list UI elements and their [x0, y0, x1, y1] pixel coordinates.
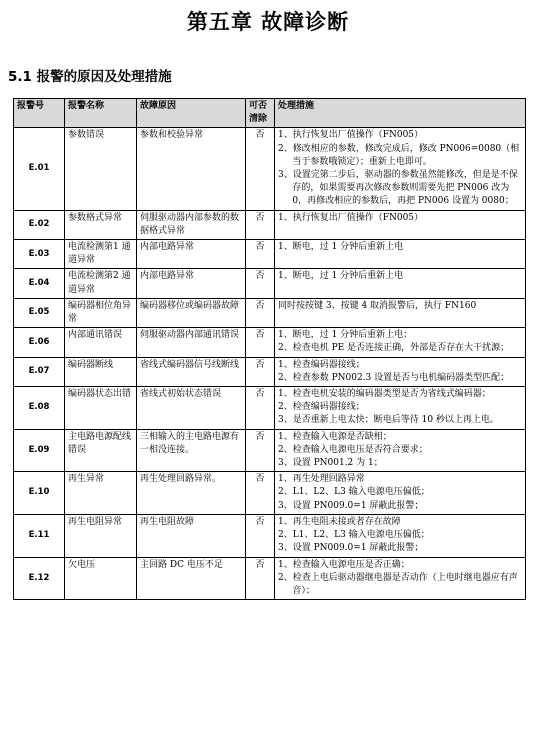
alarm-name: 内部通讯错误 [65, 328, 137, 357]
measure-line: 2、修改相应的参数，修改完成后，修改 PN006=0080（相当于参数哦锁定）；重新上电即可。 [278, 143, 520, 167]
measure-line: 2、检查上电后驱动器继电器是否动作（上电时继电器应有声音）； [278, 572, 518, 596]
fault-cause: 再生电阻故障 [137, 514, 246, 557]
clearable-flag: 否 [246, 269, 275, 298]
clearable-flag: 否 [246, 298, 275, 327]
measure-line: 2、检查编码器接线； [278, 402, 365, 413]
header-clearable: 可否清除 [246, 99, 275, 128]
alarm-name: 再生电阻异常 [65, 514, 137, 557]
alarm-code: E.01 [14, 128, 65, 210]
alarm-code: E.11 [14, 514, 65, 557]
clearable-flag: 否 [246, 328, 275, 357]
chapter-title: 第五章 故障诊断 [186, 10, 350, 34]
table-row [14, 514, 526, 557]
alarm-name: 编码器相位角异常 [65, 298, 137, 327]
measure-line: 1、检查输入电源电压是否正确； [278, 559, 410, 570]
handling-measures [275, 269, 526, 298]
header-cause: 故障原因 [137, 99, 246, 128]
measure-line: 3、设置 PN001.2 为 1； [278, 458, 383, 469]
handling-measures [275, 128, 526, 210]
alarm-name: 再生异常 [65, 472, 137, 515]
clearable-flag: 否 [246, 240, 275, 269]
section-title: 5.1 报警的原因及处理措施 [8, 69, 172, 85]
measure-line: 2、L1、L2、L3 输入电源电压偏低； [278, 487, 430, 498]
alarm-table [13, 98, 526, 600]
clearable-flag: 否 [246, 387, 275, 430]
measure-line: 1、执行恢复出厂值操作（FN005） [278, 130, 424, 141]
measure-line: 1、断电，过 1 分钟后重新上电 [278, 242, 404, 253]
table-row [14, 328, 526, 357]
alarm-name: 编码器状态出错 [65, 387, 137, 430]
table-row [14, 429, 526, 472]
handling-measures [275, 429, 526, 472]
handling-measures [275, 240, 526, 269]
table-row [14, 240, 526, 269]
alarm-code: E.06 [14, 328, 65, 357]
table-row [14, 387, 526, 430]
measure-line: 1、断电，过 1 分钟后重新上电 [278, 271, 404, 282]
clearable-flag: 否 [246, 557, 275, 600]
measure-line: 1、断电，过 1 分钟后重新上电； [278, 330, 413, 341]
clearable-flag: 否 [246, 514, 275, 557]
fault-cause: 伺服驱动器内部通讯错误 [137, 328, 246, 357]
handling-measures [275, 357, 526, 386]
fault-cause: 再生处理回路异常。 [137, 472, 246, 515]
measure-line: 2、检查电机 PE 是否连接正确，外部是否存在大干扰源； [278, 343, 510, 354]
alarm-code: E.02 [14, 210, 65, 239]
table-row [14, 210, 526, 239]
fault-cause: 省线式编码器信号线断线 [137, 357, 246, 386]
handling-measures [275, 210, 526, 239]
table-row [14, 269, 526, 298]
table-row [14, 472, 526, 515]
measure-line: 3、设置 PN009.0=1 屏蔽此报警； [278, 543, 424, 554]
handling-measures [275, 557, 526, 600]
header-name: 报警名称 [65, 99, 137, 128]
measure-line: 3、设置 PN009.0=1 屏蔽此报警； [278, 500, 424, 511]
measure-line: 1、检查编码器接线； [278, 359, 365, 370]
fault-cause: 伺服驱动器内部参数的数据格式异常 [137, 210, 246, 239]
fault-cause: 内部电路异常 [137, 269, 246, 298]
alarm-name: 欠电压 [65, 557, 137, 600]
table-row [14, 128, 526, 210]
measure-line: 2、检查输入电源电压是否符合要求； [278, 444, 428, 455]
alarm-code: E.03 [14, 240, 65, 269]
table-row [14, 298, 526, 327]
alarm-code: E.08 [14, 387, 65, 430]
alarm-table-body [14, 128, 526, 600]
fault-cause: 编码器移位或编码器故障 [137, 298, 246, 327]
alarm-name: 电流检测第2 通道异常 [65, 269, 137, 298]
alarm-name: 编码器断线 [65, 357, 137, 386]
fault-cause: 省线式初始状态错误 [137, 387, 246, 430]
alarm-name: 参数错误 [65, 128, 137, 210]
clearable-flag: 否 [246, 429, 275, 472]
alarm-code: E.10 [14, 472, 65, 515]
fault-cause: 参数和校验异常 [137, 128, 246, 210]
header-action: 处理措施 [275, 99, 526, 128]
table-row [14, 357, 526, 386]
measure-line: 2、检查参数 PN002.3 设置是否与电机编码器类型匹配； [278, 372, 510, 383]
measure-line: 1、再生处理回路异常 [278, 474, 365, 485]
measure-line: 3、设置完第二步后，驱动器的参数虽然能修改，但是是不保存的，如果需要再次修改参数则需要先把 PN006 改为 0，再修改相应的参数后，再把 PN006 设置为 0080； [278, 170, 518, 207]
clearable-flag: 否 [246, 210, 275, 239]
fault-cause: 内部电路异常 [137, 240, 246, 269]
handling-measures [275, 328, 526, 357]
measure-line: 1、执行恢复出厂值操作（FN005） [278, 212, 424, 223]
clearable-flag: 否 [246, 357, 275, 386]
clearable-flag: 否 [246, 128, 275, 210]
handling-measures [275, 387, 526, 430]
measure-line: 同时按按键 3、按键 4 取消报警后，执行 FN160 [278, 300, 477, 311]
clearable-flag: 否 [246, 472, 275, 515]
alarm-code: E.05 [14, 298, 65, 327]
alarm-code: E.07 [14, 357, 65, 386]
table-row [14, 557, 526, 600]
measure-line: 1、检查输入电源是否缺相； [278, 431, 392, 442]
header-code: 报警号 [14, 99, 65, 128]
measure-line: 1、检查电机安装的编码器类型是否为省线式编码器； [278, 389, 491, 400]
handling-measures [275, 514, 526, 557]
handling-measures [275, 472, 526, 515]
table-header-row [14, 99, 526, 128]
fault-cause: 主回路 DC 电压不足 [137, 557, 246, 600]
alarm-name: 参数格式异常 [65, 210, 137, 239]
alarm-code: E.04 [14, 269, 65, 298]
alarm-code: E.12 [14, 557, 65, 600]
alarm-code: E.09 [14, 429, 65, 472]
alarm-name: 主电路电源配线错误 [65, 429, 137, 472]
fault-cause: 三相输入的主电路电源有一相没连接。 [137, 429, 246, 472]
measure-line: 3、是否重新上电太快；断电后等待 10 秒以上再上电。 [278, 415, 499, 426]
alarm-name: 电流检测第1 通道异常 [65, 240, 137, 269]
measure-line: 1、再生电阻未接或者存在故障 [278, 516, 401, 527]
measure-line: 2、L1、L2、L3 输入电源电压偏低； [278, 530, 430, 541]
handling-measures [275, 298, 526, 327]
